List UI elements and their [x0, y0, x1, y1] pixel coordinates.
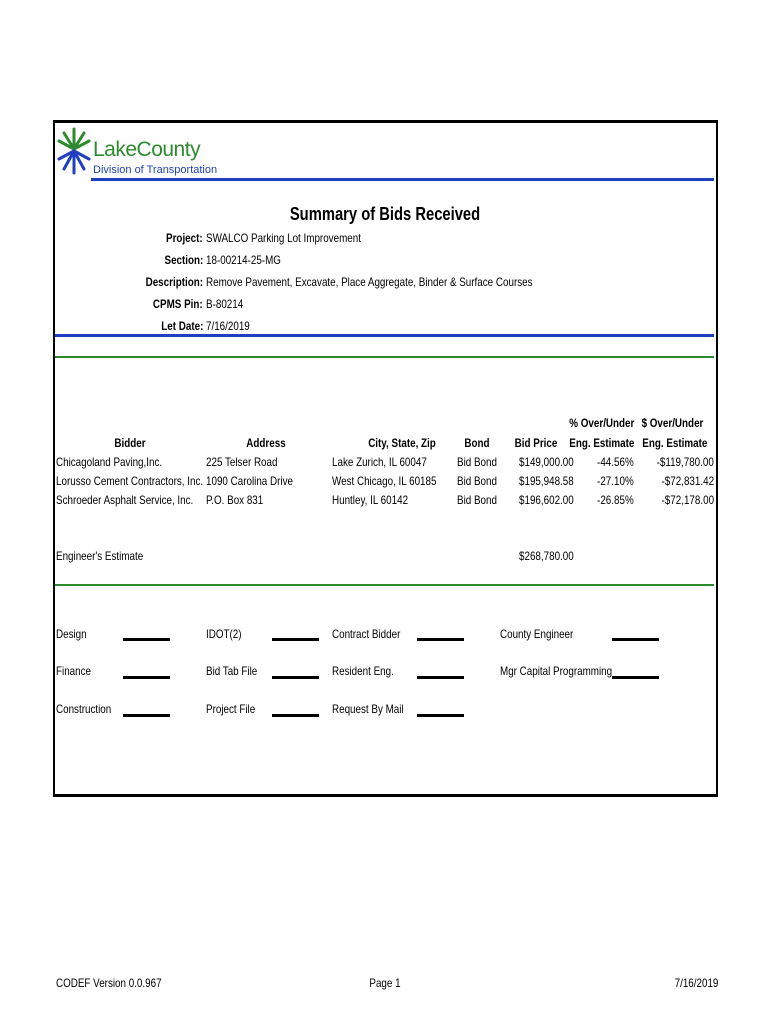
dist-construction: Construction: [56, 702, 112, 716]
table-row-3-city: Huntley, IL 60142: [332, 493, 409, 507]
description-value: Remove Pavement, Excavate, Place Aggregate, Binder & Surface Courses: [206, 275, 533, 289]
section-label: Section:: [164, 253, 203, 267]
table-row-3-bond: Bid Bond: [457, 493, 497, 507]
signature-line: [272, 638, 319, 641]
header-dollar-bottom: Eng. Estimate: [641, 436, 707, 450]
project-value: SWALCO Parking Lot Improvement: [206, 231, 361, 245]
table-row-3-bid-price: $196,602.00: [519, 493, 574, 507]
logo-name: LakeCounty: [93, 138, 201, 161]
estimate-value: $268,780.00: [519, 549, 574, 563]
header-bidder: Bidder: [114, 436, 146, 450]
table-row-2-bond: Bid Bond: [457, 474, 497, 488]
signature-line: [612, 638, 659, 641]
page-title: Summary of Bids Received: [289, 204, 481, 224]
table-row-1-bid-price: $149,000.00: [519, 455, 574, 469]
signature-line: [272, 676, 319, 679]
table-row-3-pct: -26.85%: [597, 493, 634, 507]
table-row-3-address: P.O. Box 831: [206, 493, 264, 507]
info-rule-green: [55, 356, 714, 358]
section-value: 18-00214-25-MG: [206, 253, 281, 267]
header-address: Address: [246, 436, 286, 450]
cpms-pin-label: CPMS Pin:: [153, 297, 203, 311]
dist-mgr-capital: Mgr Capital Programming: [500, 664, 613, 678]
dist-project-file: Project File: [206, 702, 256, 716]
signature-line: [417, 676, 464, 679]
table-row-2-address: 1090 Carolina Drive: [206, 474, 293, 488]
table-row-2-pct: -27.10%: [597, 474, 634, 488]
dist-contract-bidder: Contract Bidder: [332, 627, 401, 641]
table-row-1-bond: Bid Bond: [457, 455, 497, 469]
signature-line: [123, 676, 170, 679]
cpms-pin-value: B-80214: [206, 297, 244, 311]
signature-line: [417, 714, 464, 717]
signature-line: [123, 714, 170, 717]
table-row-2-bid-price: $195,948.58: [519, 474, 574, 488]
dist-bid-tab-file: Bid Tab File: [206, 664, 258, 678]
table-row-1-city: Lake Zurich, IL 60047: [332, 455, 427, 469]
header-bond: Bond: [464, 436, 490, 450]
dist-resident-eng: Resident Eng.: [332, 664, 394, 678]
signature-line: [417, 638, 464, 641]
project-label: Project:: [166, 231, 203, 245]
estimate-label: Engineer's Estimate: [56, 549, 144, 563]
header-dollar-top: $ Over/Under: [641, 416, 703, 430]
signature-line: [272, 714, 319, 717]
description-label: Description:: [145, 275, 203, 289]
table-row-2-city: West Chicago, IL 60185: [332, 474, 437, 488]
dist-county-engineer: County Engineer: [500, 627, 574, 641]
info-rule-blue: [55, 334, 714, 337]
signature-line: [612, 676, 659, 679]
table-row-2-dollar: -$72,831.42: [661, 474, 714, 488]
header-rule: [91, 178, 714, 181]
table-row-3-bidder: Schroeder Asphalt Service, Inc.: [56, 493, 194, 507]
header-bid-price: Bid Price: [514, 436, 558, 450]
lake-county-logo-icon: [56, 125, 92, 175]
dist-request-by-mail: Request By Mail: [332, 702, 404, 716]
table-row-2-bidder: Lorusso Cement Contractors, Inc.: [56, 474, 204, 488]
logo-subtitle: Division of Transportation: [93, 164, 218, 176]
header-pct-top: % Over/Under: [568, 416, 634, 430]
footer-date: 7/16/2019: [674, 976, 718, 990]
table-row-1-address: 225 Telser Road: [206, 455, 278, 469]
footer-page: Page 1: [369, 976, 401, 990]
let-date-label: Let Date:: [160, 319, 203, 333]
table-row-3-dollar: -$72,178.00: [661, 493, 714, 507]
header-city: City, State, Zip: [368, 436, 436, 450]
header-pct-bottom: Eng. Estimate: [568, 436, 634, 450]
signature-line: [123, 638, 170, 641]
let-date-value: 7/16/2019: [206, 319, 250, 333]
table-row-1-dollar: -$119,780.00: [656, 455, 714, 469]
estimate-rule: [55, 584, 714, 586]
footer-version: CODEF Version 0.0.967: [56, 976, 162, 990]
table-row-1-bidder: Chicagoland Paving,Inc.: [56, 455, 163, 469]
dist-idot: IDOT(2): [206, 627, 242, 641]
table-row-1-pct: -44.56%: [597, 455, 634, 469]
dist-design: Design: [56, 627, 87, 641]
dist-finance: Finance: [56, 664, 92, 678]
